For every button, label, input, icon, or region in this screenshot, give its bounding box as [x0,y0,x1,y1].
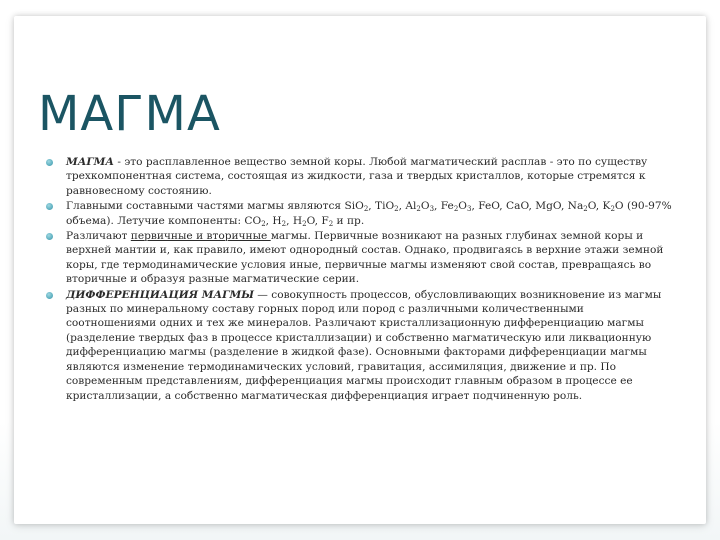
subscript: 3 [429,205,435,214]
subscript: 2 [583,205,588,214]
item-text: Главными составными частями магмы являются Si [66,200,356,213]
item-text: O [420,200,430,213]
list-item [66,288,676,403]
bullet-icon [46,159,53,166]
list-item [66,155,676,198]
item-text: l [413,200,417,213]
item-text: , FeO, CaO, MgO, Na [471,200,584,213]
item-text: O, F [306,214,329,227]
item-text: , H [265,214,282,227]
item-text: O, K [587,200,611,213]
slide-title: МАГМА [38,86,221,142]
subscript: 2 [363,205,369,214]
list-item [66,199,676,228]
subscript: 2 [261,219,266,228]
subscript: 2 [302,219,307,228]
subscript: 2 [416,205,421,214]
subscript: 2 [610,205,615,214]
subscript: 2 [281,219,287,228]
item-text: магмы. Первичные возникают на разных глубинах земной коры и верхней мантии и, как правило, имеют однородный состав. Однако, продвигаясь в верхние этажи земной коры, где термодинамические условия иные, первичные магмы изменяют свой состав, превращаясь во вторичные и образуя разные магматические серии. [66,230,664,286]
item-text: Различают [66,230,131,243]
subscript: 2 [328,219,334,228]
subscript: 3 [466,205,472,214]
bullet-list [66,155,676,404]
term-magma: МАГМА [66,156,115,168]
item-text: , Ti [368,200,386,213]
item-text: O (90-97% объема). Летучие компоненты: CO [66,200,672,227]
bullet-icon [46,292,53,299]
item-text: O [385,200,395,213]
bullet-icon [46,233,53,240]
item-text: , H [286,214,303,227]
item-text: - это расплавленное вещество земной коры. Любой магматический расплав - это по существу трехкомпонентная система, состоящая из жидкости, газа и твердых кристаллов, которые стремятся к равновесному состоянию. [66,156,648,197]
item-text: и пр. [333,214,365,227]
list-item [66,229,676,287]
underlined-text: первичные и вторичные [130,230,271,243]
item-text: O [355,200,364,213]
item-text: , A [398,200,414,213]
subscript: 2 [453,205,459,214]
subscript: 2 [394,205,399,214]
item-text: O [458,200,467,213]
item-text: — совокупность процессов, обусловливающих возникновение из магмы разных по минеральному составу горных пород или пород с различными количественными соотношениями одних и тех же минералов. Различают кристаллизационную дифференциацию магмы (разделение твердых фаз в процессе кристаллизации) и собственно магматическую или ликвационную дифференциацию магмы (разделение в жидкой фазе). Основными факторами дифференциации магмы являются изменение термодинамических условий, гравитация, ассимиляция, движение и пр. По современным представлениям, дифференциация магмы происходит главным образом в процессе ее кристаллизации, а собственно магматическая дифференциация играет подчиненную роль. [66,288,662,402]
item-text: , Fe [434,200,454,213]
term-differentiation: ДИФФЕРЕНЦИАЦИЯ МАГМЫ [66,288,254,301]
